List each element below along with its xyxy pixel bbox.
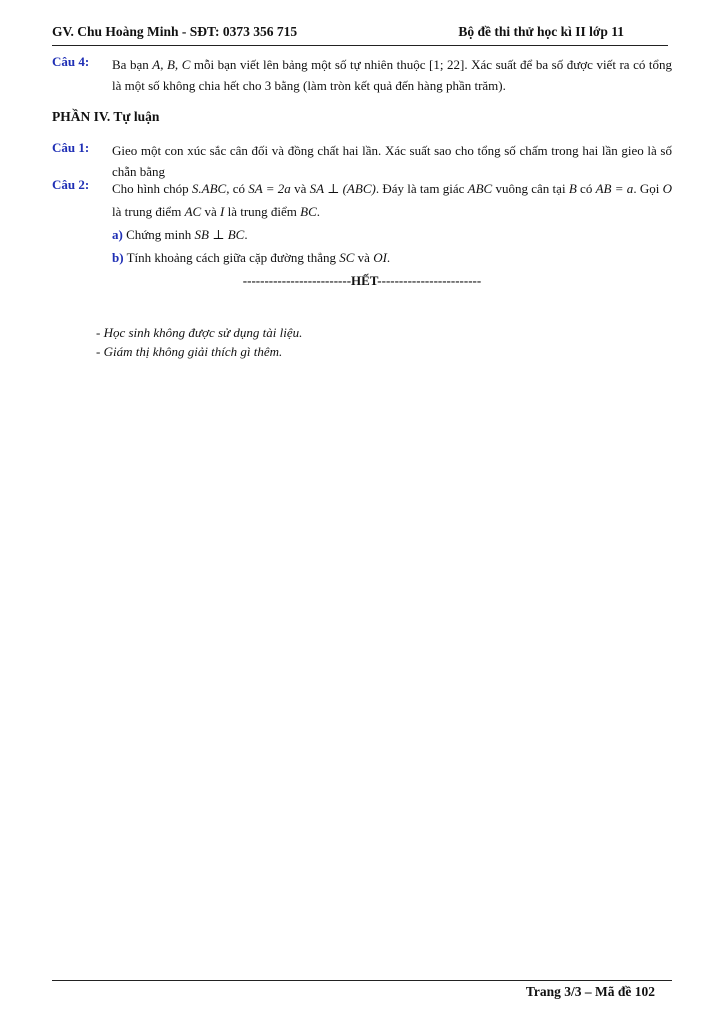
question-label: Câu 4:: [52, 54, 90, 69]
question-text: Ba bạn A, B, C mỗi bạn viết lên bảng một số tự nhiên thuộc [1; 22]. Xác suất để ba số được viết ra có tổng là một số không chia hết cho 3 bằng (làm tròn kết quả đến hàng phần trăm).: [112, 57, 672, 93]
question-label: Câu 1:: [52, 140, 90, 155]
note-line: - Giám thị không giải thích gì thêm.: [96, 344, 283, 359]
question-text: Gieo một con xúc sắc cân đối và đồng chất hai lần. Xác suất sao cho tổng số chấm trong hai lần gieo là số chẵn bằng: [112, 143, 672, 179]
header-divider: [52, 45, 668, 46]
header-author: GV. Chu Hoàng Minh - SĐT: 0373 356 715: [52, 24, 298, 39]
note-line: - Học sinh không được sử dụng tài liệu.: [96, 325, 303, 340]
notes: [96, 323, 302, 361]
section-title: PHẦN IV. Tự luận: [52, 109, 160, 124]
header-title: Bộ đề thi thử học kì II lớp 11: [458, 24, 624, 39]
question-label: Câu 2:: [52, 177, 90, 192]
footer-divider: [52, 980, 672, 981]
sub-question-b: b) Tính khoảng cách giữa cặp đường thẳng SC và OI.: [112, 250, 391, 265]
sub-question-a: a) Chứng minh SB ⊥ BC.: [112, 227, 248, 242]
end-marker: -------------------------HẾT------------------------: [242, 273, 482, 288]
question-text: Cho hình chóp S.ABC, có SA = 2a và SA ⊥ (ABC). Đáy là tam giác ABC vuông cân tại B có AB = a. Gọi O là trung điểm AC và I là trung điểm BC. a) Chứng minh SB ⊥ BC. b) Tính khoảng cách giữa cặp đường thẳng SC và OI.: [112, 177, 672, 269]
page-header: [52, 22, 668, 44]
page-footer: Trang 3/3 – Mã đề 102: [525, 984, 655, 999]
